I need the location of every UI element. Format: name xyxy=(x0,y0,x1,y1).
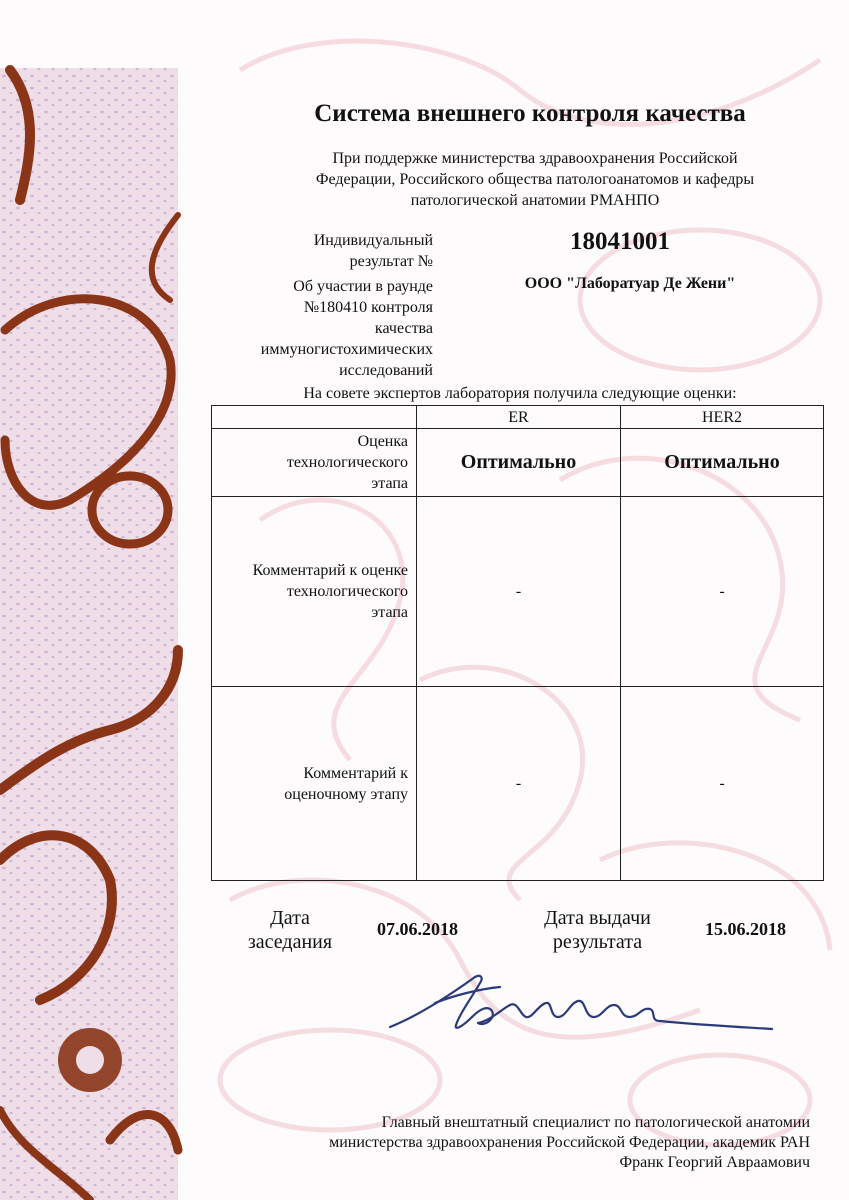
tech-score-her2: Оптимально xyxy=(621,429,824,497)
row-label-tech-score: Оценка технологического этапа xyxy=(212,429,417,497)
tech-score-er: Оптимально xyxy=(417,429,621,497)
meeting-date: 07.06.2018 xyxy=(377,919,458,939)
document-title: Система внешнего контроля качества xyxy=(314,100,746,127)
tech-comment-er: - xyxy=(417,497,621,687)
eval-comment-her2: - xyxy=(621,687,824,881)
row-label-tech-comment: Комментарий к оценке технологического этапа xyxy=(212,497,417,687)
tech-comment-her2: - xyxy=(621,497,824,687)
table-row-eval-comment xyxy=(212,687,824,881)
column-header-er: ER xyxy=(417,406,621,429)
result-number-label: Индивидуальный результат № xyxy=(313,232,433,270)
laboratory-name: ООО "Лаборатуар Де Жени" xyxy=(524,275,736,292)
evaluation-table xyxy=(211,405,824,881)
eval-comment-er: - xyxy=(417,687,621,881)
table-row-tech-score xyxy=(212,429,824,497)
row-label-eval-comment: Комментарий к оценочному этапу xyxy=(212,687,417,881)
meeting-date-label: Дата заседания xyxy=(247,907,333,953)
signatory-footer: Главный внештатный специалист по патологической анатомии министерства здравоохранения Российской Федерации, академик РАН Франк Георгий Авраамович xyxy=(329,1114,810,1171)
header-empty-cell xyxy=(212,406,417,429)
table-header-row xyxy=(212,406,824,429)
column-header-her2: HER2 xyxy=(621,406,824,429)
signature xyxy=(380,965,800,1055)
document-subtitle: При поддержке министерства здравоохранения Российской Федерации, Российского общества патологоанатомов и кафедры патологической анатомии РМАНПО xyxy=(315,150,755,209)
issue-date-label: Дата выдачи результата xyxy=(544,907,651,953)
table-row-tech-comment xyxy=(212,497,824,687)
round-label: Об участии в раунде №180410 контроля качества иммуногистохимических исследований xyxy=(260,278,433,379)
evaluation-intro: На совете экспертов лаборатория получила следующие оценки: xyxy=(303,385,737,402)
result-number: 18041001 xyxy=(570,228,670,255)
issue-date: 15.06.2018 xyxy=(705,919,786,939)
histology-strip xyxy=(0,68,178,1200)
